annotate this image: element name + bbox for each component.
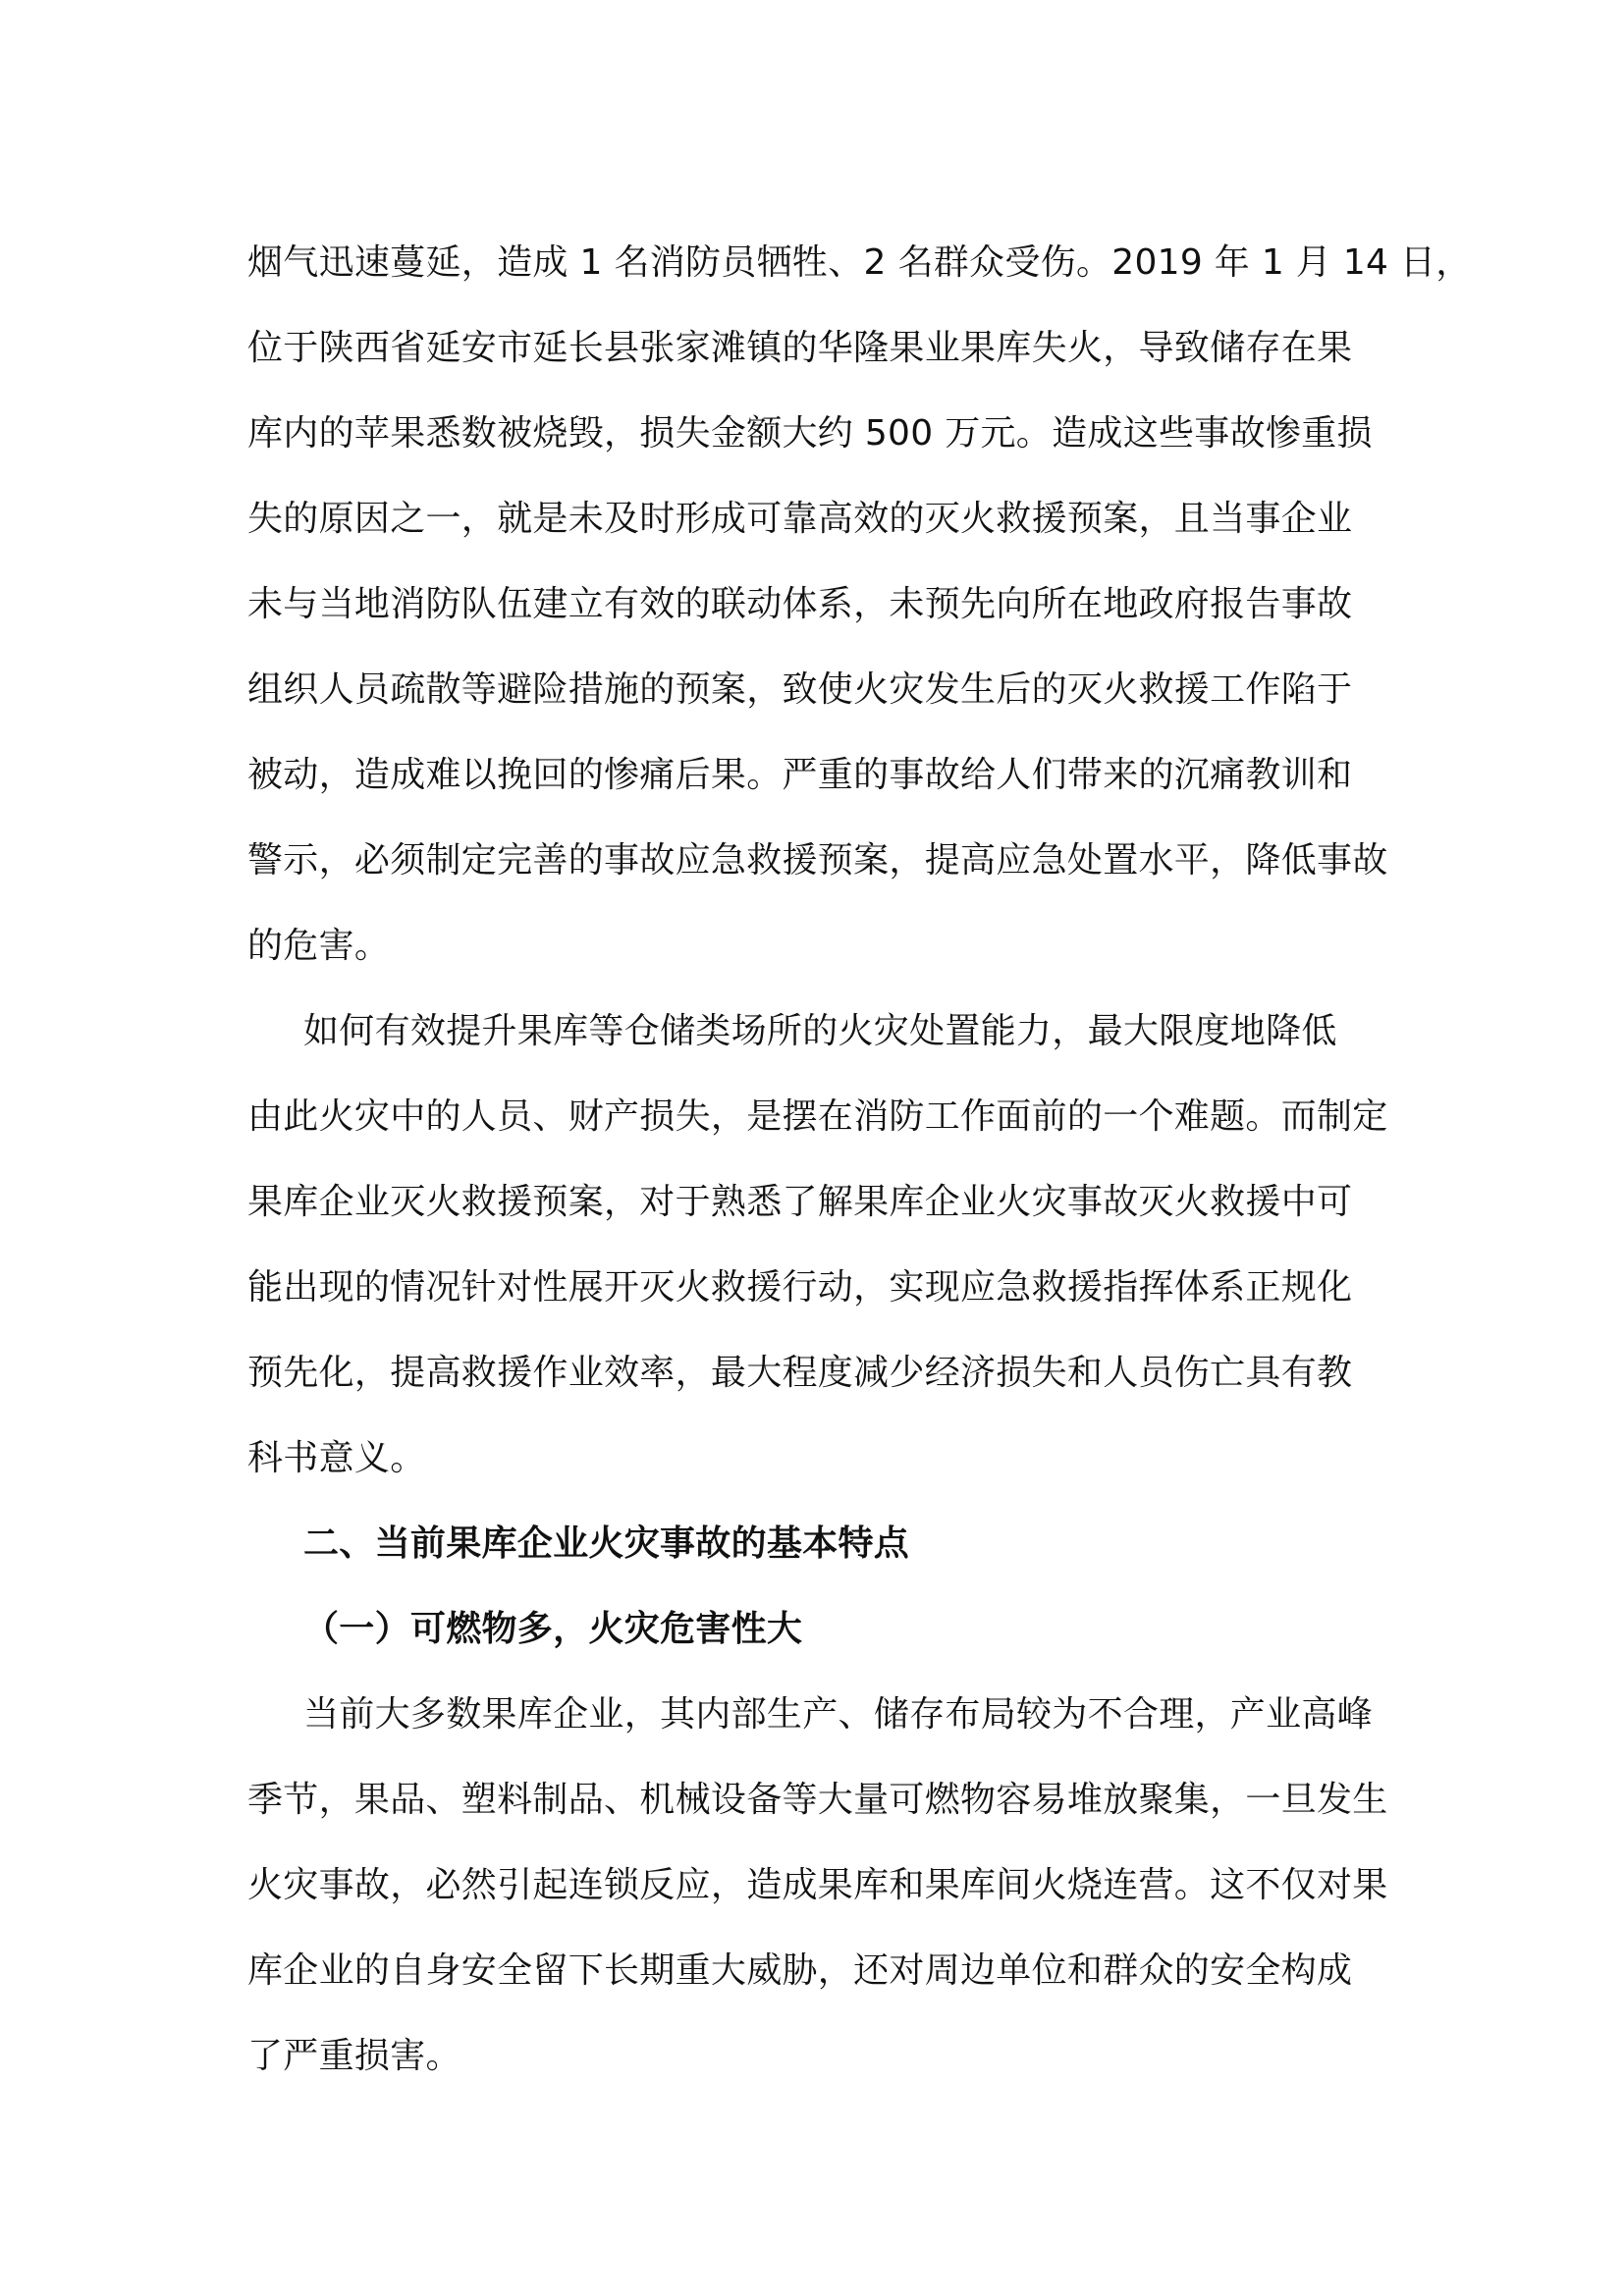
- paragraph-2-line: 预先化，提高救援作业效率，最大程度减少经济损失和人员伤亡具有教: [247, 1353, 1353, 1393]
- subsection-heading: （一）可燃物多，火灾危害性大: [303, 1609, 803, 1649]
- paragraph-3-line: 季节，果品、塑料制品、机械设备等大量可燃物容易堆放聚集，一旦发生: [247, 1780, 1388, 1820]
- paragraph-3-line: 当前大多数果库企业，其内部生产、储存布局较为不合理，产业高峰: [303, 1694, 1374, 1735]
- paragraph-2-line: 科书意义。: [247, 1438, 426, 1478]
- paragraph-3-line: 火灾事故，必然引起连锁反应，造成果库和果库间火烧连营。这不仅对果: [247, 1865, 1388, 1905]
- paragraph-1-line: 烟气迅速蔓延，造成 1 名消防员牺牲、2 名群众受伤。2019 年 1 月 14 日，: [247, 242, 1472, 283]
- paragraph-1-line: 的危害。: [247, 926, 391, 966]
- paragraph-1-line: 未与当地消防队伍建立有效的联动体系，未预先向所在地政府报告事故: [247, 584, 1353, 624]
- paragraph-3-line: 库企业的自身安全留下长期重大威胁，还对周边单位和群众的安全构成: [247, 1950, 1353, 1991]
- paragraph-1-line: 失的原因之一，就是未及时形成可靠高效的灭火救援预案，且当事企业: [247, 499, 1353, 539]
- paragraph-1-line: 位于陕西省延安市延长县张家滩镇的华隆果业果库失火，导致储存在果: [247, 328, 1353, 368]
- paragraph-1-line: 库内的苹果悉数被烧毁，损失金额大约 500 万元。造成这些事故惨重损: [247, 413, 1373, 454]
- paragraph-2-line: 由此火灾中的人员、财产损失，是摆在消防工作面前的一个难题。而制定: [247, 1096, 1388, 1137]
- section-heading: 二、当前果库企业火灾事故的基本特点: [303, 1523, 910, 1564]
- paragraph-1-line: 组织人员疏散等避险措施的预案，致使火灾发生后的灭火救援工作陷于: [247, 669, 1353, 710]
- paragraph-2-line: 能出现的情况针对性展开灭火救援行动，实现应急救援指挥体系正规化: [247, 1267, 1353, 1308]
- paragraph-3-line: 了严重损害。: [247, 2036, 461, 2076]
- paragraph-2-line: 果库企业灭火救援预案，对于熟悉了解果库企业火灾事故灭火救援中可: [247, 1182, 1353, 1222]
- paragraph-1-line: 警示，必须制定完善的事故应急救援预案，提高应急处置水平，降低事故: [247, 840, 1388, 881]
- paragraph-1-line: 被动，造成难以挽回的惨痛后果。严重的事故给人们带来的沉痛教训和: [247, 755, 1353, 795]
- paragraph-2-line: 如何有效提升果库等仓储类场所的火灾处置能力，最大限度地降低: [303, 1011, 1337, 1051]
